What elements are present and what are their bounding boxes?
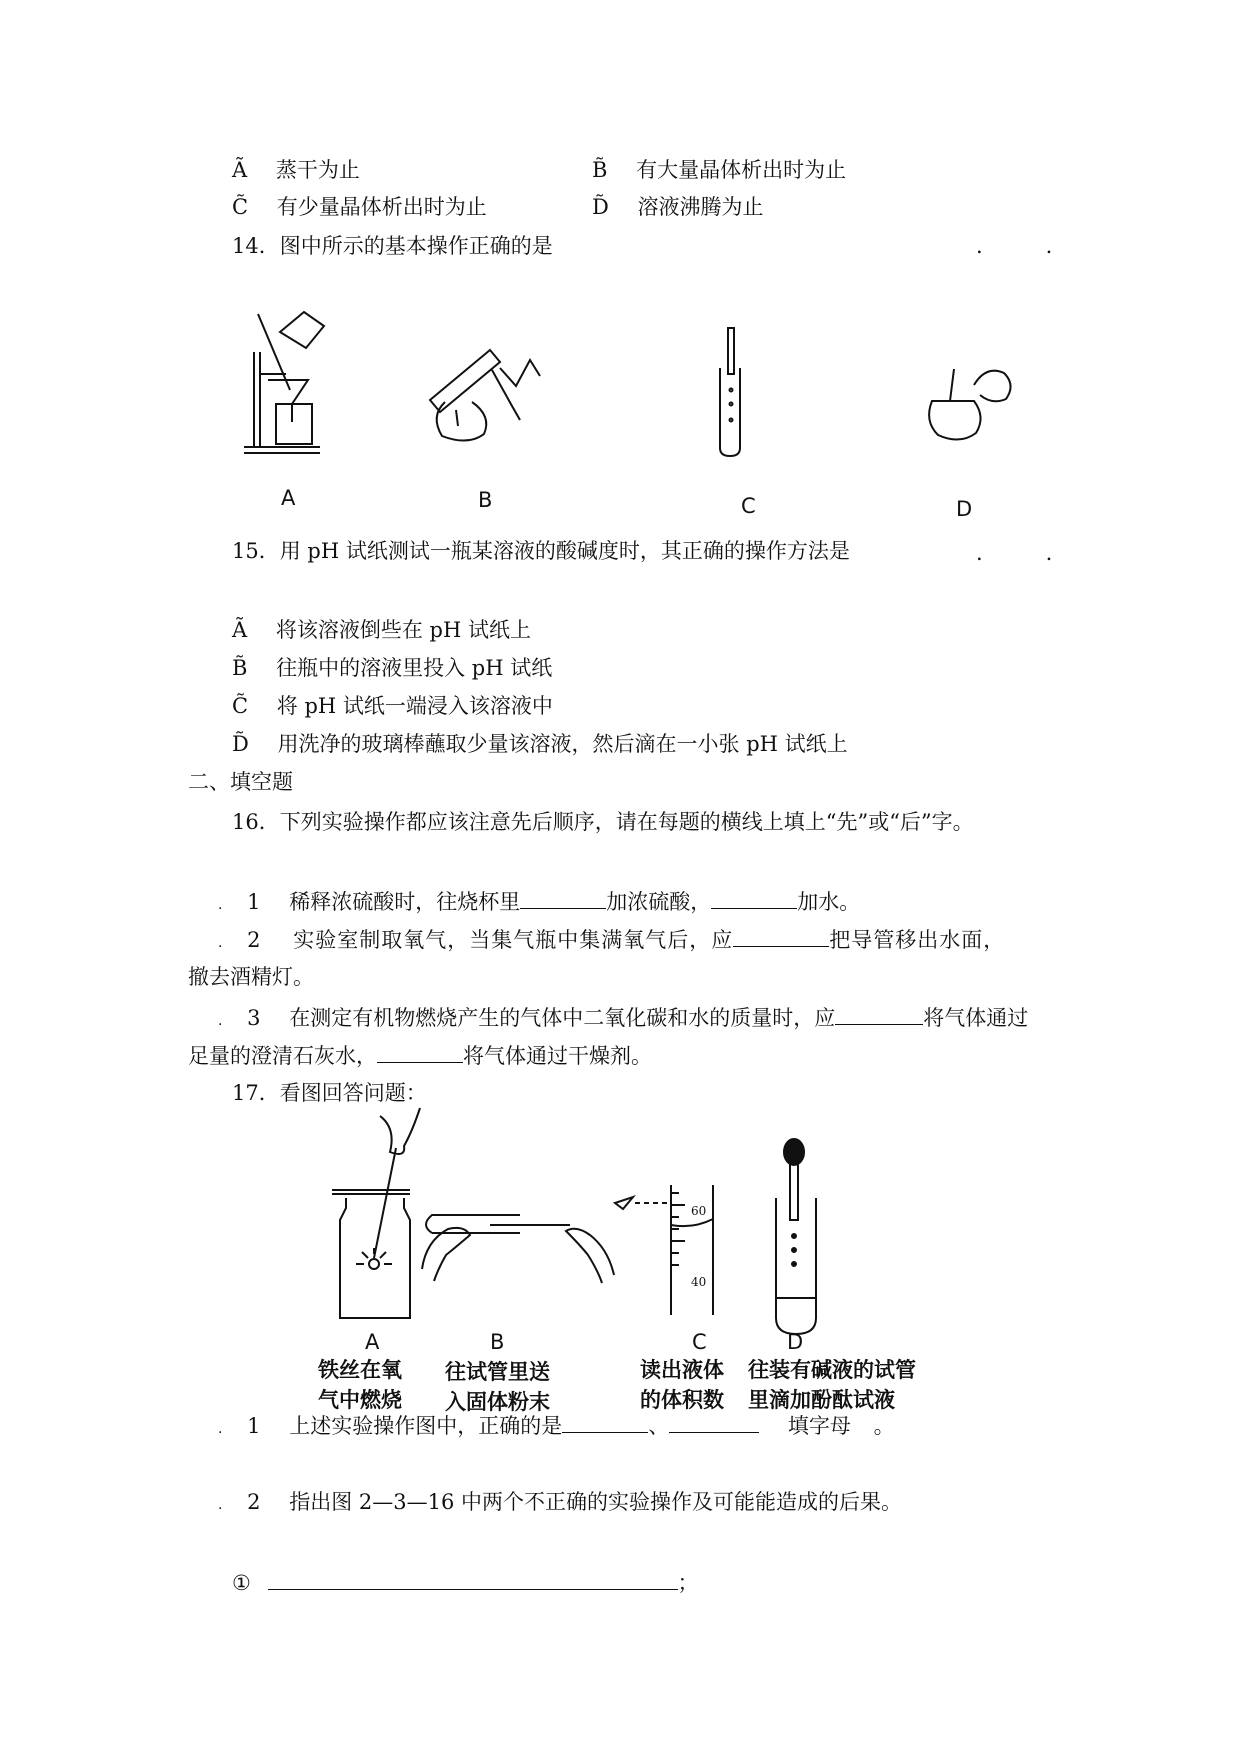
q16-item-3: . 3 在测定有机物燃烧产生的气体中二氧化碳和水的质量时，应 将气体通过	[218, 1006, 1029, 1030]
answer-blank[interactable]	[268, 1569, 678, 1590]
q17-caption-a: 铁丝在氧 气中燃烧	[318, 1358, 402, 1412]
option-text: 将 pH 试纸一端浸入该溶液中	[276, 694, 553, 718]
q13-option-d: D̃ 溶液沸腾为止	[592, 195, 764, 219]
q17-figure-d-dropper-illustration	[770, 1138, 850, 1338]
item-number: 2	[247, 928, 261, 952]
q17-caption-b: 往试管里送 入固体粉末	[445, 1360, 550, 1414]
answer-blank[interactable]	[733, 926, 829, 947]
item-number: 1	[247, 890, 261, 914]
q17-stem: 17．看图回答问题：	[232, 1081, 427, 1105]
q16-item-1: . 1 稀释浓硫酸时，往烧杯里 加浓硫酸， 加水。	[218, 890, 861, 914]
option-text: 将该溶液倒些在 pH 试纸上	[275, 618, 531, 642]
q17-figure-b-powder-illustration	[420, 1185, 620, 1285]
q14-figure-a-filtration-illustration	[238, 312, 338, 472]
q15-tail: . .	[976, 541, 1053, 565]
q17-figure-label-d: D	[787, 1330, 804, 1354]
option-letter: A	[232, 618, 248, 642]
item-number: 1	[247, 1414, 261, 1438]
q17-caption-d: 往装有碱液的试管 里滴加酚酞试液	[748, 1358, 916, 1412]
answer-blank[interactable]	[711, 888, 797, 909]
option-letter: D	[592, 195, 609, 219]
q14-figure-d-lamp-illustration	[920, 345, 1030, 455]
answer-blank[interactable]	[520, 888, 606, 909]
q14-figure-label-a: A	[281, 486, 296, 510]
option-letter: B	[592, 158, 608, 182]
q16-item-2: . 2 实验室制取氧气，当集气瓶中集满氧气后，应 把导管移出水面，	[218, 928, 1006, 952]
answer-blank[interactable]	[377, 1042, 463, 1063]
option-letter: C	[232, 195, 249, 219]
q17-figure-label-a: A	[365, 1330, 380, 1354]
q15-option-d: D̃ 用洗净的玻璃棒蘸取少量该溶液，然后滴在一小张 pH 试纸上	[232, 732, 848, 756]
item-number: 2	[247, 1490, 261, 1514]
scale-label-60: 60	[691, 1204, 707, 1218]
q15-option-b: B̃ 往瓶中的溶液里投入 pH 试纸	[232, 656, 553, 680]
q16-item-3-continued: 足量的澄清石灰水， 将气体通过干燥剂。	[188, 1044, 652, 1068]
answer-blank[interactable]	[835, 1004, 923, 1025]
option-text: 往瓶中的溶液里投入 pH 试纸	[276, 656, 553, 680]
circled-number: ①	[232, 1571, 251, 1595]
q17-caption-c: 读出液体 的体积数	[640, 1358, 724, 1412]
q17-answer-1: ① ；	[232, 1571, 699, 1595]
option-text: 有少量晶体析出时为止	[276, 195, 487, 219]
option-text: 溶液沸腾为止	[637, 195, 764, 219]
q15-option-c: C̃ 将 pH 试纸一端浸入该溶液中	[232, 694, 553, 718]
section-heading: 二、填空题	[188, 770, 293, 794]
option-letter: D	[232, 732, 249, 756]
option-letter: C	[232, 694, 249, 718]
item-number: 3	[247, 1006, 261, 1030]
option-text: 蒸干为止	[275, 158, 360, 182]
q13-option-a: Ã 蒸干为止	[232, 158, 360, 182]
q14-stem: 14．图中所示的基本操作正确的是	[232, 234, 553, 258]
q14-figure-label-b: B	[478, 488, 493, 512]
q17-figure-label-c: C	[692, 1330, 707, 1354]
q17-figure-c-cylinder-illustration	[605, 1185, 725, 1325]
q14-figure-label-c: C	[741, 494, 756, 518]
q13-option-b: B̃ 有大量晶体析出时为止	[592, 158, 847, 182]
q17-item-2: . 2 指出图 2—3—16 中两个不正确的实验操作及可能能造成的后果。	[218, 1490, 902, 1514]
q14-figure-b-heating-tube-illustration	[420, 340, 560, 460]
scale-label-40: 40	[691, 1275, 707, 1289]
q15-stem: 15．用 pH 试纸测试一瓶某溶液的酸碱度时，其正确的操作方法是	[232, 539, 850, 563]
q14-tail: . .	[976, 234, 1053, 258]
option-text: 有大量晶体析出时为止	[636, 158, 847, 182]
answer-blank[interactable]	[669, 1412, 759, 1433]
q17-item-1: . 1 上述实验操作图中，正确的是 、 填字母 。	[218, 1414, 895, 1438]
q16-item-2-continued: 撤去酒精灯。	[188, 965, 314, 989]
q14-figure-c-dropper-illustration	[714, 328, 754, 458]
answer-blank[interactable]	[562, 1412, 648, 1433]
q16-stem: 16．下列实验操作都应该注意先后顺序，请在每题的横线上填上“先”或“后”字。	[232, 810, 974, 834]
option-text: 用洗净的玻璃棒蘸取少量该溶液，然后滴在一小张 pH 试纸上	[277, 732, 848, 756]
q14-figure-label-d: D	[956, 497, 973, 521]
q13-option-c: C̃ 有少量晶体析出时为止	[232, 195, 487, 219]
q15-option-a: Ã 将该溶液倒些在 pH 试纸上	[232, 618, 531, 642]
option-letter: B	[232, 656, 248, 680]
option-letter: A	[232, 158, 248, 182]
q17-figure-label-b: B	[490, 1330, 505, 1354]
